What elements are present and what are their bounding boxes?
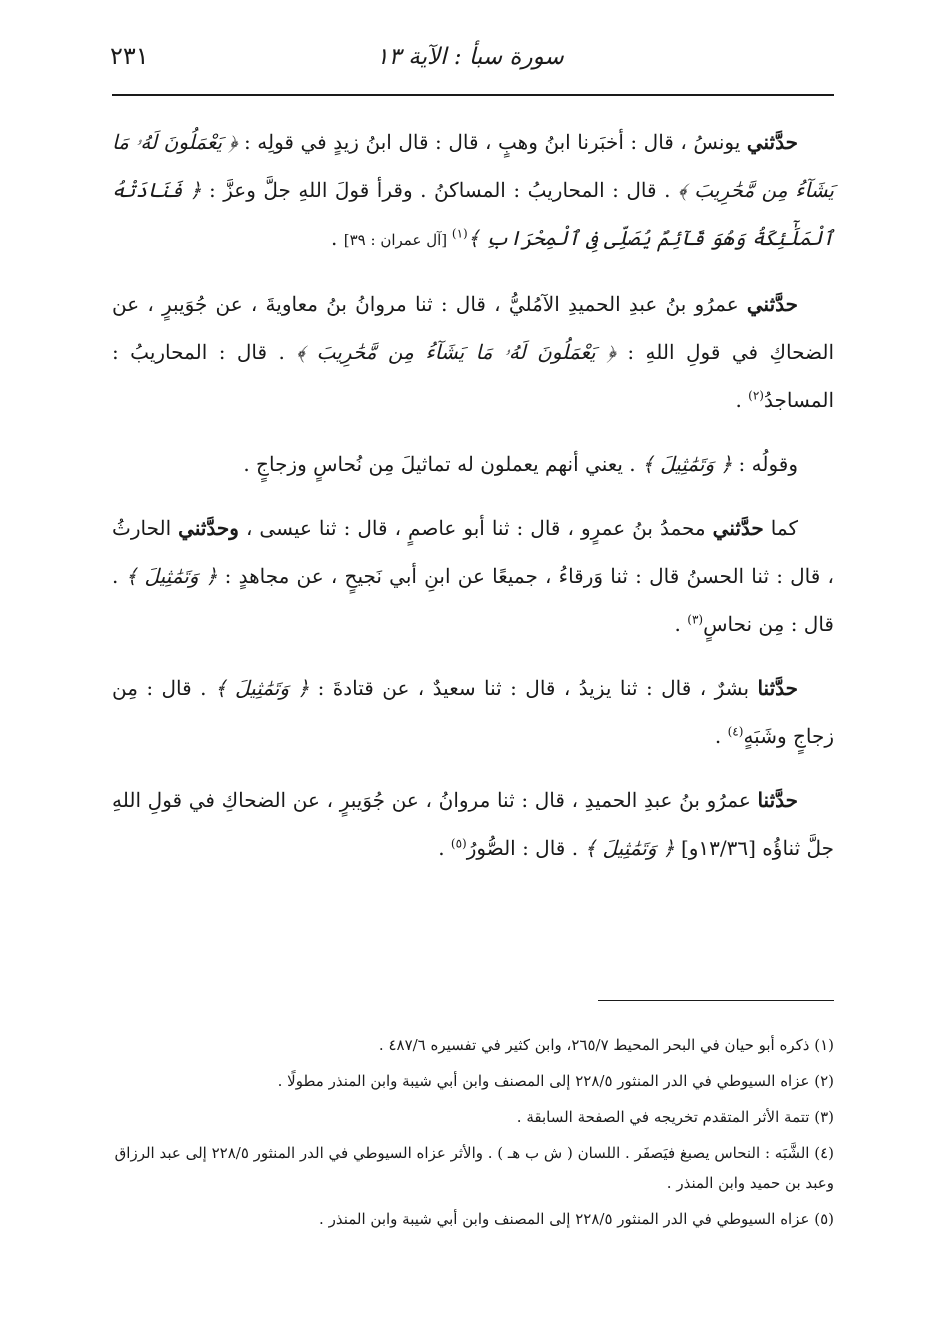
paragraph-text: عمرُو بنُ عبدِ الحميدِ ، قال : ثنا مروانُ ، عن جُوَيبرٍ ، عن الضحاكِ في قولِ اللهِ جلَّ ثناؤُه [١٣/٣٦و] — [112, 788, 834, 860]
footnote-marker: (٣) — [687, 612, 704, 627]
narration-lead: وحدَّثني — [178, 516, 239, 540]
quran-verse: ﴿ وَتَمَٰثِيلَ ﴾ — [214, 676, 310, 700]
footnote-3: (٣) تتمة الأثر المتقدم تخريجه في الصفحة السابقة . — [516, 1108, 834, 1126]
paragraph-3 — [112, 440, 834, 488]
page-number: ٢٣١ — [110, 42, 149, 70]
paragraph-text: يونسُ ، قال : أخبَرنا ابنُ وهبٍ ، قال : قال ابنُ زيدٍ في قولِه : — [237, 130, 747, 154]
quran-verse: ﴿ يَعْمَلُونَ لَهُۥ مَا يَشَآءُ مِن مَّحَٰرِيبَ ﴾ — [296, 340, 616, 364]
quran-verse: ﴿ يَعْمَلُونَ لَهُۥ مَا يَشَآءُ مِن مَّحَٰرِيبَ ﴾ — [112, 130, 834, 202]
footnotes — [112, 1030, 834, 1240]
paragraph-end: . — [438, 836, 451, 860]
narration-lead: حدَّثنا — [757, 788, 798, 812]
paragraph-text: عمرُو بنُ عبدِ الحميدِ الآمُليُّ ، قال : ثنا مروانُ بنُ معاويةَ ، عن جُوَيبرٍ ، عن الضحاكِ في قولِ اللهِ : — [112, 292, 834, 364]
paragraph-text: . قال : الصُّورُ — [466, 836, 585, 860]
paragraph-text: . قال : المحاريبُ : المساكنُ . وقرأ قولَ اللهِ جلَّ وعزَّ : — [201, 178, 678, 202]
quran-verse: ﴿ فَنَادَتْهُ ٱلْمَلَٰٓئِكَةُ وَهُوَ قَآئِمٌ يُصَلِّى فِى ٱلْمِحْرَابِ ﴾ — [112, 178, 834, 250]
paragraph-text: . يعني أنهم يعملون له تماثيلَ مِن نُحاسٍ وزجاجٍ . — [243, 452, 643, 476]
paragraph-end: . — [714, 724, 728, 748]
quran-verse: ﴿ وَتَمَٰثِيلَ ﴾ — [642, 452, 733, 476]
paragraph-text: الحارثُ ، قال : ثنا الحسنُ قال : ثنا وَرقاءُ ، جميعًا عن ابنِ أبي نَجيحٍ ، عن مجاهدٍ : — [112, 516, 834, 588]
footnote-divider — [598, 1000, 834, 1001]
footnote-marker: (٢) — [748, 388, 764, 403]
paragraph-text: بشرٌ ، قال : ثنا يزيدُ ، قال : ثنا سعيدٌ ، عن قتادةَ : — [309, 676, 758, 700]
narration-lead: حدَّثني — [712, 516, 764, 540]
verse-reference: [آل عمران : ٣٩] — [343, 231, 452, 249]
main-text — [112, 118, 834, 888]
narration-lead: حدَّثني — [746, 130, 798, 154]
paragraph-text: كما — [763, 516, 798, 540]
paragraph-5 — [112, 664, 834, 760]
paragraph-text: . قال : مِن زجاجٍ وشَبَهٍ — [112, 676, 834, 748]
footnote-marker: (٤) — [727, 724, 744, 739]
footnote-2: (٢) عزاه السيوطي في الدر المنثور ٢٢٨/٥ إلى المصنف وابن أبي شيبة وابن المنذر مطولًا . — [277, 1072, 834, 1090]
paragraph-4 — [112, 504, 834, 648]
narration-lead: حدَّثني — [746, 292, 798, 316]
paragraph-text: . قال : مِن نحاسٍ — [112, 564, 834, 636]
paragraph-text: محمدُ بنُ عمرٍو ، قال : ثنا أبو عاصمٍ ، قال : ثنا عيسى ، — [238, 516, 713, 540]
paragraph-text: وقولُه : — [732, 452, 798, 476]
narration-lead: حدَّثنا — [757, 676, 799, 700]
footnote-marker: (١) — [451, 226, 468, 241]
paragraph-end: . — [674, 612, 688, 636]
paragraph-text: . قال : المحاريبُ : المساجدُ — [112, 340, 834, 412]
paragraph-6 — [112, 776, 834, 872]
quran-verse: ﴿ وَتَمَٰثِيلَ ﴾ — [125, 564, 218, 588]
paragraph-end: . — [735, 388, 749, 412]
footnote-5: (٥) عزاه السيوطي في الدر المنثور ٢٢٨/٥ إلى المصنف وابن أبي شيبة وابن المنذر . — [319, 1210, 834, 1228]
paragraph-end: . — [331, 226, 344, 250]
quran-verse: ﴿ وَتَمَٰثِيلَ ﴾ — [584, 836, 675, 860]
footnote-4: (٤) الشَّبَه : النحاس يصبغ فيَصفَر . اللسان ( ش ب هـ ) . والأثر عزاه السيوطي في الدر المنثور ٢٢٨/٥ إلى عبد الرزاق وعبد بن حميد وابن المنذر . — [114, 1144, 834, 1192]
paragraph-2 — [112, 280, 834, 424]
footnote-marker: (٥) — [450, 836, 467, 851]
header-divider — [112, 94, 834, 96]
footnote-1: (١) ذكره أبو حيان في البحر المحيط ٢٦٥/٧، وابن كثير في تفسيره ٤٨٧/٦ . — [378, 1036, 834, 1054]
running-header-title: سورة سبأ : الآية ١٣ — [376, 44, 564, 70]
paragraph-1 — [112, 118, 834, 264]
